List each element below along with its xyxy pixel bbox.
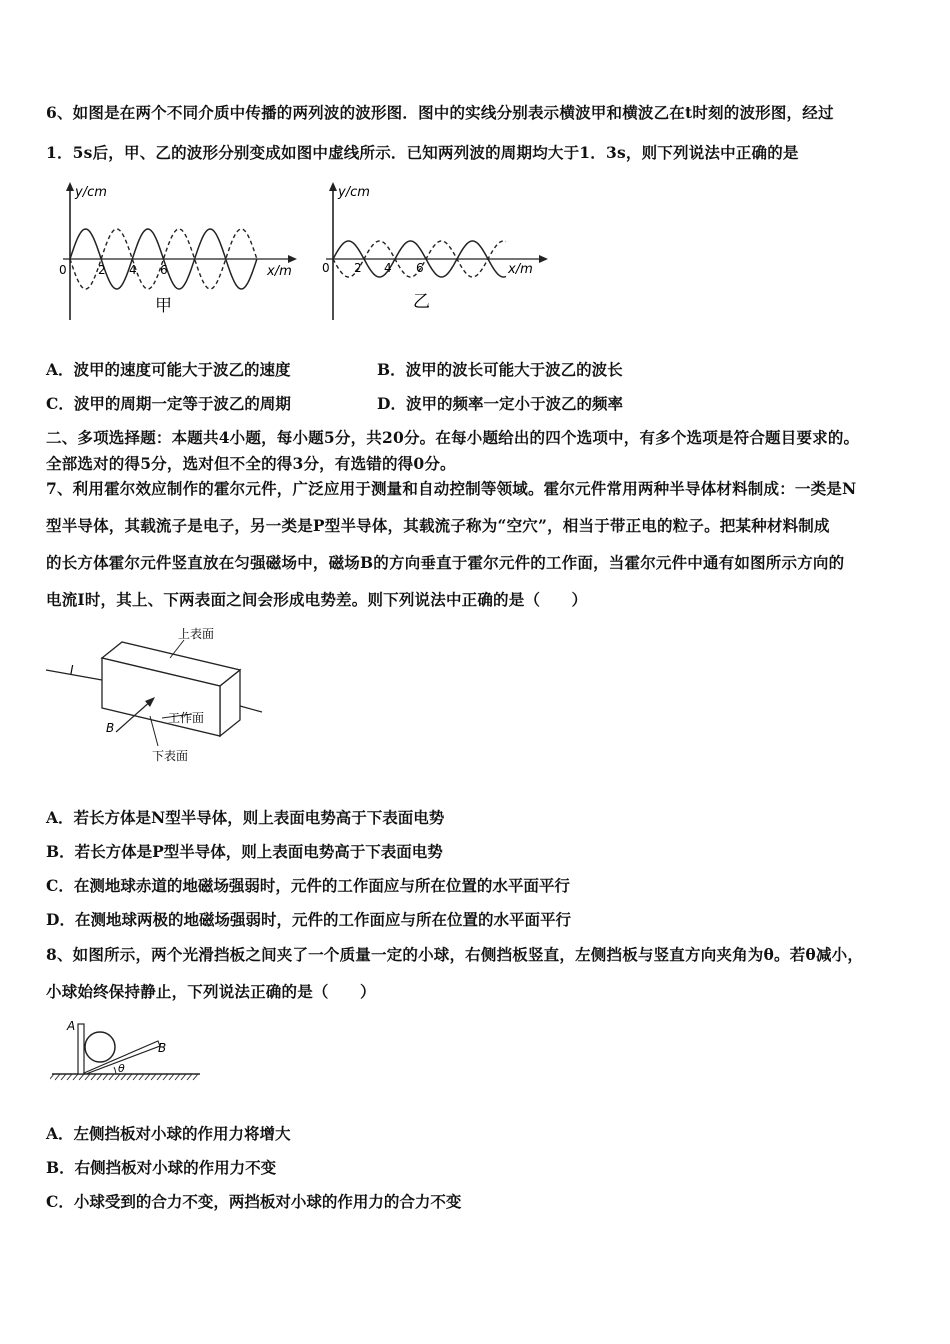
hatch-mark (79, 1074, 84, 1080)
hatch-mark (145, 1074, 150, 1080)
hatch-mark (109, 1074, 114, 1080)
hatch-mark (103, 1074, 108, 1080)
tick-label: 6 (160, 263, 168, 277)
hatch-mark (133, 1074, 138, 1080)
hatch-mark (91, 1074, 96, 1080)
ball (85, 1032, 115, 1062)
hatch-mark (151, 1074, 156, 1080)
q6-stem-line1: 6、如图是在两个不同介质中传播的两列波的波形图．图中的实线分别表示横波甲和横波乙在t时刻的波形图，经过 (46, 103, 834, 122)
x-axis-label: x/m (267, 264, 292, 279)
hatch-mark (61, 1074, 66, 1080)
q7-stem-line1: 7、利用霍尔效应制作的霍尔元件，广泛应用于测量和自动控制等领域。霍尔元件常用两种半导体材料制成：一类是N (46, 479, 857, 498)
q8-option-a: A．左侧挡板对小球的作用力将增大 (46, 1124, 291, 1143)
tick-label: 2 (98, 263, 106, 277)
origin-label: 0 (322, 261, 330, 275)
current-line (46, 670, 102, 680)
q6-option-d: D．波甲的频率一定小于波乙的频率 (377, 394, 623, 413)
x-axis-arrow (288, 255, 297, 263)
current-label: I (70, 663, 74, 677)
tick-label: 4 (129, 263, 137, 277)
q7-stem-line2: 型半导体，其载流子是电子，另一类是P型半导体，其载流子称为“空穴”，相当于带正电的粒子。把某种材料制成 (46, 516, 830, 535)
work-face-label: 工作面 (168, 711, 205, 725)
hatch-mark (163, 1074, 168, 1080)
hatch-mark (139, 1074, 144, 1080)
q7-stem-line4: 电流I时，其上、下两表面之间会形成电势差。则下列说法中正确的是（ ） (46, 590, 588, 609)
hatch-mark (127, 1074, 132, 1080)
bottom-surface-label: 下表面 (152, 749, 189, 763)
q7-stem-line3: 的长方体霍尔元件竖直放在匀强磁场中，磁场B的方向垂直于霍尔元件的工作面，当霍尔元件中通有如图所示方向的 (46, 553, 845, 572)
plate-b-label: B (158, 1041, 167, 1055)
q7-option-d: D．在测地球两极的地磁场强弱时，元件的工作面应与所在位置的水平面平行 (46, 910, 571, 929)
field-label: B (106, 721, 115, 735)
section-heading-line1: 二、多项选择题：本题共4小题，每小题5分，共20分。在每小题给出的四个选项中，有多个选项是符合题目要求的。 (46, 428, 860, 447)
q6-stem-line2: 1．5s后，甲、乙的波形分别变成如图中虚线所示．已知两列波的周期均大于1．3s，则下列说法中正确的是 (46, 143, 799, 162)
x-axis-label: x/m (508, 262, 533, 277)
q8-stem-line2: 小球始终保持静止，下列说法正确的是（ ） (46, 982, 376, 1001)
wave-figure-jia (55, 178, 305, 328)
plate-a-label: A (67, 1019, 76, 1033)
figure-caption: 乙 (413, 292, 430, 312)
q7-option-b: B．若长方体是P型半导体，则上表面电势高于下表面电势 (46, 842, 443, 861)
hatch-mark (55, 1074, 60, 1080)
hatch-mark (193, 1074, 198, 1080)
origin-label: 0 (59, 263, 67, 277)
q6-option-c: C．波甲的周期一定等于波乙的周期 (46, 394, 291, 413)
wave-figure-yi (318, 178, 558, 328)
x-axis-arrow (539, 255, 548, 263)
figure-caption: 甲 (155, 296, 172, 316)
tick-label: 6 (416, 261, 424, 275)
hatch-mark (97, 1074, 102, 1080)
hatch-mark (73, 1074, 78, 1080)
tick-label: 2 (354, 261, 362, 275)
y-axis-label: y/cm (75, 185, 107, 200)
tick-label: 4 (384, 261, 392, 275)
y-axis-label: y/cm (338, 185, 370, 200)
angle-label: θ (118, 1062, 125, 1075)
ball-plates-figure (50, 1012, 210, 1088)
angle-arc (114, 1067, 116, 1074)
q8-stem-line1: 8、如图所示，两个光滑挡板之间夹了一个质量一定的小球，右侧挡板竖直，左侧挡板与竖直方向夹角为θ。若θ减小， (46, 945, 864, 964)
hatch-mark (181, 1074, 186, 1080)
hall-element-figure (44, 622, 274, 772)
hatch-mark (50, 1074, 54, 1080)
q8-option-c: C．小球受到的合力不变，两挡板对小球的作用力的合力不变 (46, 1192, 462, 1211)
vertical-plate (78, 1024, 84, 1074)
q6-option-a: A．波甲的速度可能大于波乙的速度 (46, 360, 291, 379)
hatch-mark (157, 1074, 162, 1080)
hatch-mark (175, 1074, 180, 1080)
hatch-mark (85, 1074, 90, 1080)
y-axis-arrow (329, 182, 337, 191)
q6-option-b: B．波甲的波长可能大于波乙的波长 (377, 360, 623, 379)
hatch-mark (187, 1074, 192, 1080)
current-line-exit (240, 706, 262, 712)
hatch-mark (169, 1074, 174, 1080)
section-heading-line2: 全部选对的得5分，选对但不全的得3分，有选错的得0分。 (46, 454, 456, 473)
hatch-mark (67, 1074, 72, 1080)
q7-option-c: C．在测地球赤道的地磁场强弱时，元件的工作面应与所在位置的水平面平行 (46, 876, 570, 895)
top-surface-label: 上表面 (178, 627, 215, 641)
y-axis-arrow (66, 182, 74, 191)
q8-option-b: B．右侧挡板对小球的作用力不变 (46, 1158, 277, 1177)
q7-option-a: A．若长方体是N型半导体，则上表面电势高于下表面电势 (46, 808, 445, 827)
